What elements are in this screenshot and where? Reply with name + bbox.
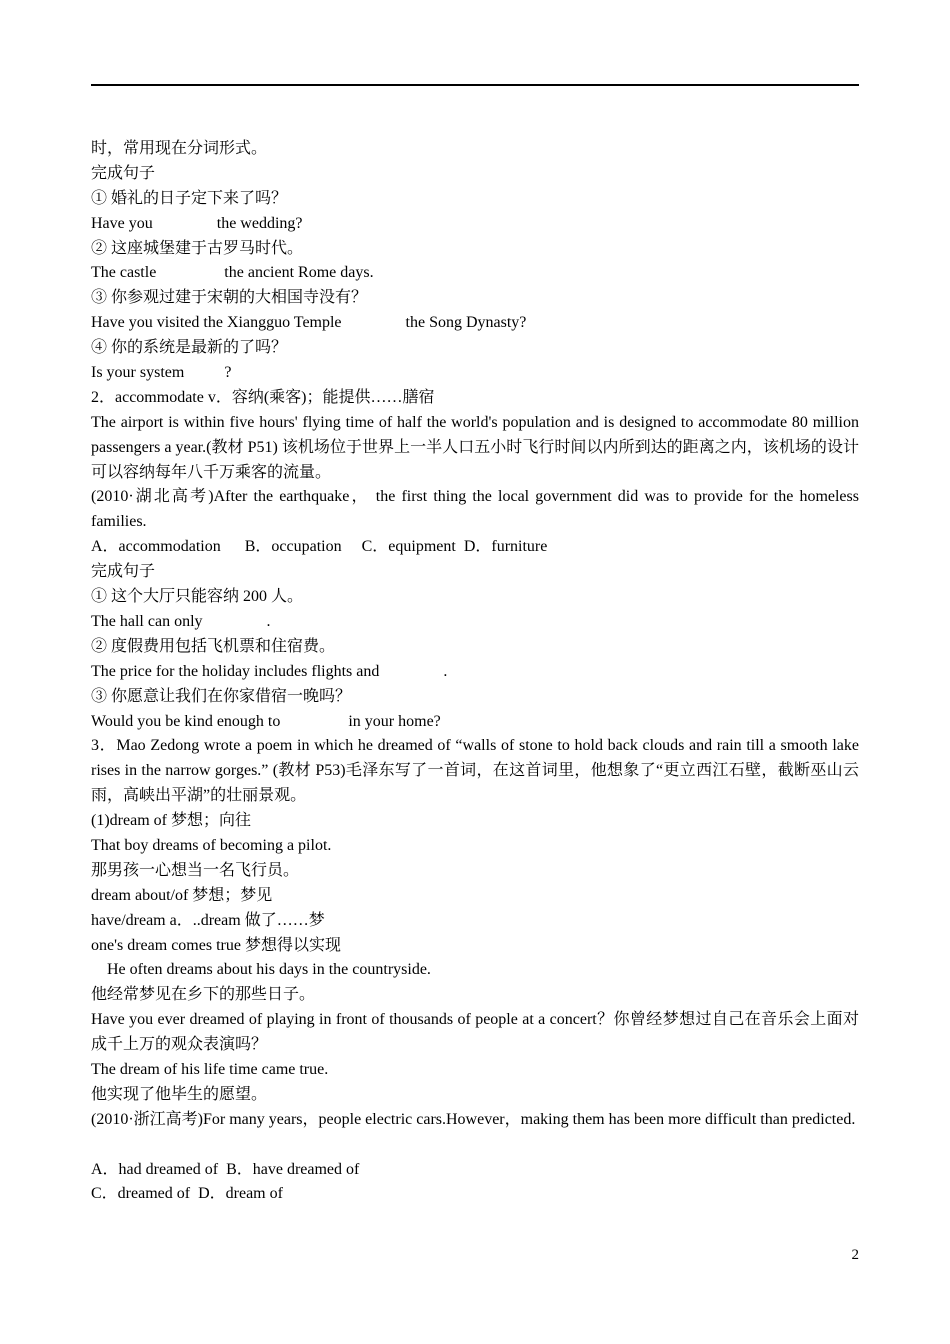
document-body: [91, 137, 859, 1207]
vocab-heading: 2．accommodate v．容纳(乘客)；能提供……膳宿: [91, 388, 435, 406]
example-sentence: The dream of his life time came true.: [91, 1061, 329, 1079]
example-translation: 他经常梦见在乡下的那些日子。: [91, 986, 316, 1004]
phrase-item: one's dream comes true 梦想得以实现: [91, 936, 341, 954]
example-sentence: He often dreams about his days in the countryside.: [91, 961, 431, 979]
exercise-sentence: Have you the wedding?: [91, 214, 303, 232]
exercise-prompt: ③ 你参观过建于宋朝的大相国寺没有？: [91, 289, 368, 307]
exam-question: (2010·浙江高考)For many years，people electric cars.However，making them has been more difficult than predicted.: [91, 1110, 856, 1128]
phrase-item: dream about/of 梦想；梦见: [91, 886, 273, 904]
example-paragraph: Have you ever dreamed of playing in front of thousands of people at a concert？你曾经梦想过自己在音乐会上面对成千上万的观众表演吗？: [91, 1011, 859, 1054]
exercise-prompt: ② 这座城堡建于古罗马时代。: [91, 239, 304, 257]
section-heading: 完成句子: [91, 164, 156, 182]
exam-question: (2010·湖北高考)After the earthquake， the first thing the local government did was to provide for the homeless families.: [91, 488, 859, 531]
example-sentence: That boy dreams of becoming a pilot.: [91, 836, 332, 854]
example-paragraph: 3．Mao Zedong wrote a poem in which he dreamed of “walls of stone to hold back clouds and rain till a smooth lake rises in the narrow gorges.” (教材 P53)毛泽东写了一首词，在这首词里，他想象了“更立西江石壁，截断巫山云雨，高峡出平湖”的壮丽景观。: [91, 737, 859, 805]
header-rule: [91, 84, 859, 86]
vocab-subheading: (1)dream of 梦想；向往: [91, 812, 251, 830]
exercise-sentence: The hall can only .: [91, 612, 271, 630]
exercise-prompt: ③ 你愿意让我们在你家借宿一晚吗？: [91, 687, 352, 705]
exercise-prompt: ① 这个大厅只能容纳 200 人。: [91, 588, 304, 606]
exercise-sentence: The castle the ancient Rome days.: [91, 264, 374, 282]
example-translation: 那男孩一心想当一名飞行员。: [91, 861, 300, 879]
exercise-sentence: Have you visited the Xiangguo Temple the Song Dynasty?: [91, 314, 527, 332]
section-heading: 完成句子: [91, 563, 156, 581]
exercise-prompt: ② 度假费用包括飞机票和住宿费。: [91, 637, 336, 655]
phrase-item: have/dream a．..dream 做了……梦: [91, 911, 325, 929]
answer-options: A．had dreamed of B．have dreamed of: [91, 1160, 360, 1178]
answer-options: A．accommodation B．occupation C．equipment D．furniture: [91, 538, 548, 556]
text-line: 时，常用现在分词形式。: [91, 140, 268, 157]
exercise-sentence: The price for the holiday includes flights and .: [91, 662, 448, 680]
exercise-prompt: ④ 你的系统是最新的了吗？: [91, 339, 288, 357]
page-number: 2: [851, 1247, 859, 1263]
example-paragraph: The airport is within five hours' flying time of half the world's population and is designed to accommodate 80 million passengers a year.(教材 P51) 该机场位于世界上一半人口五小时飞行时间以内所到达的距离之内，该机场的设计可以容纳每年八千万乘客的流量。: [91, 413, 859, 481]
example-translation: 他实现了他毕生的愿望。: [91, 1085, 268, 1103]
answer-options: C．dreamed of D．dream of: [91, 1185, 283, 1203]
exercise-sentence: Would you be kind enough to in your home?: [91, 712, 441, 730]
exercise-prompt: ① 婚礼的日子定下来了吗？: [91, 189, 288, 207]
exercise-sentence: Is your system ?: [91, 364, 232, 382]
